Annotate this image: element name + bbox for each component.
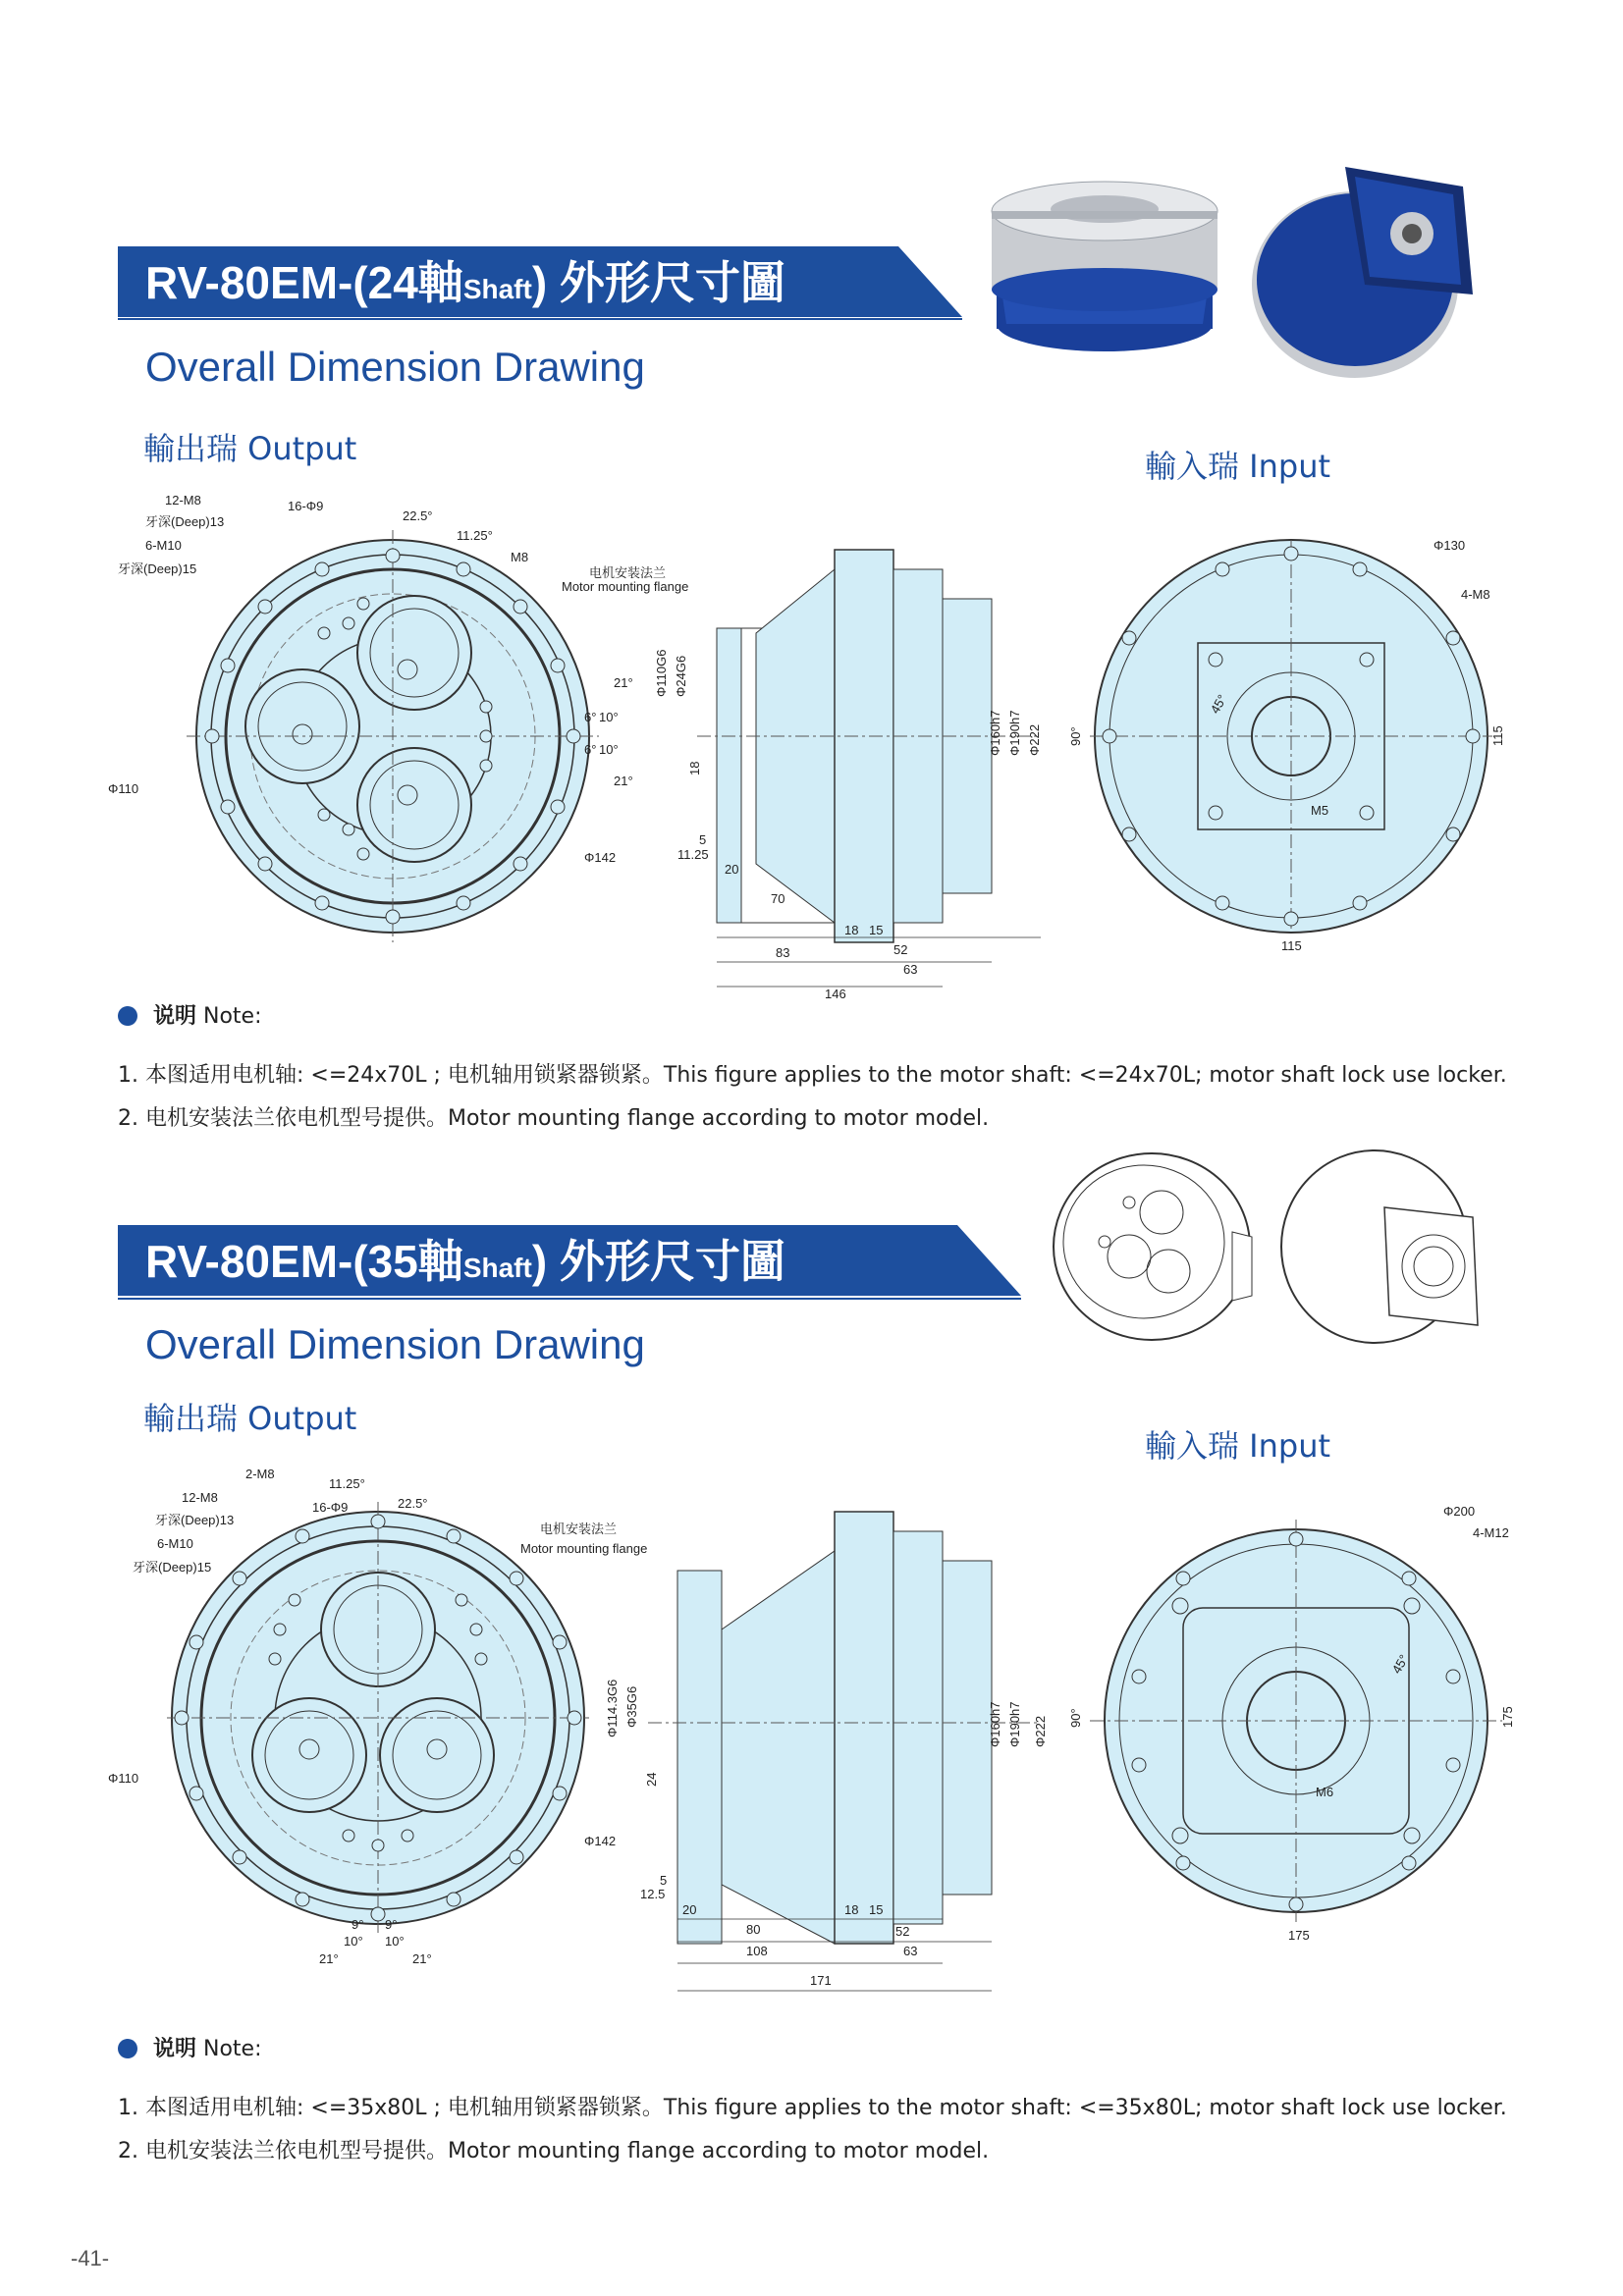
label: Φ190h7	[1007, 710, 1022, 756]
label: 12-M8	[182, 1490, 218, 1505]
label: 90°	[1068, 726, 1083, 746]
section2-note-1: 1. 本图适用电机轴: <=35x80L ; 电机轴用锁紧器锁紧。This figure applies to the motor shaft: <=35x80L; motor shaft lock use locker.	[118, 2096, 1507, 2120]
section1-banner	[118, 246, 962, 320]
section2-note-heading: 说明 Note:	[118, 2032, 262, 2062]
product-photo-reducer-back	[1237, 147, 1483, 383]
section1-note-1: 1. 本图适用电机轴: <=24x70L ; 电机轴用锁紧器锁紧。This figure applies to the motor shaft: <=24x70L; motor shaft lock use locker.	[118, 1063, 1507, 1088]
section2-side-drawing	[511, 1512, 1070, 2007]
label: 6°	[584, 710, 597, 724]
label: 4-M8	[1461, 587, 1490, 602]
label: 175	[1288, 1928, 1310, 1943]
label: 52	[895, 1924, 910, 1939]
label: 16-Φ9	[312, 1500, 349, 1515]
label: Φ160h7	[988, 710, 1002, 756]
label: Φ110G6	[654, 649, 669, 697]
label: 5	[660, 1873, 668, 1888]
label: 63	[903, 1944, 918, 1958]
label: 21°	[412, 1951, 432, 1966]
section1-subtitle: Overall Dimension Drawing	[145, 344, 645, 390]
label: 63	[903, 962, 918, 977]
label: 电机安装法兰	[589, 565, 667, 580]
label: Φ142	[584, 1834, 617, 1848]
label: 16-Φ9	[288, 499, 324, 513]
label: 18	[687, 761, 702, 775]
label: 2-M8	[245, 1467, 275, 1481]
bullet-icon	[118, 2039, 137, 2058]
label: 21°	[614, 675, 633, 690]
label: Motor mounting flange	[562, 579, 689, 594]
label: 牙深(Deep)13	[145, 514, 225, 529]
label: 11.25°	[457, 528, 493, 543]
section1-side-drawing	[550, 550, 1070, 1016]
label: 9°	[352, 1917, 364, 1932]
label: Φ160h7	[988, 1701, 1002, 1747]
label: 115	[1490, 725, 1505, 746]
label: 15	[869, 923, 884, 937]
label: 108	[746, 1944, 768, 1958]
label: 22.5°	[398, 1496, 428, 1511]
label: 牙深(Deep)15	[118, 561, 197, 576]
label: 12-M8	[165, 493, 201, 507]
label: 80	[746, 1922, 761, 1937]
banner-title: RV-80EM-(24軸Shaft) 外形尺寸圖	[145, 257, 785, 308]
label: 电机安装法兰	[540, 1522, 618, 1536]
label: 52	[893, 942, 908, 957]
label: 6°	[584, 742, 597, 757]
section2-input-label: 輸入瑞 Input	[1145, 1427, 1331, 1465]
label: 20	[725, 862, 739, 877]
section1-input-drawing	[1070, 530, 1522, 967]
label: 70	[771, 891, 785, 906]
bullet-icon	[118, 1006, 137, 1026]
section1-output-label: 輸出瑞 Output	[143, 430, 357, 467]
label: 83	[776, 945, 790, 960]
product-lineart-back	[1276, 1139, 1502, 1360]
label: Φ24G6	[674, 655, 688, 697]
product-lineart-front	[1046, 1144, 1262, 1355]
section1-note-2: 2. 电机安装法兰依电机型号提供。Motor mounting flange according to motor model.	[118, 1106, 990, 1131]
label: 90°	[1068, 1708, 1083, 1728]
banner-title: RV-80EM-(35軸Shaft) 外形尺寸圖	[145, 1236, 785, 1287]
label: M5	[1311, 803, 1329, 818]
section2-output-label: 輸出瑞 Output	[143, 1400, 357, 1437]
label: 18	[844, 923, 859, 937]
label: M6	[1316, 1785, 1334, 1799]
label: 22.5°	[403, 508, 433, 523]
label: 5	[699, 832, 707, 847]
label: Φ222	[1027, 723, 1042, 756]
product-photo-reducer-front	[977, 152, 1232, 363]
label: 175	[1500, 1706, 1515, 1728]
label: Φ190h7	[1007, 1701, 1022, 1747]
label: 6-M10	[145, 538, 182, 553]
label: Φ222	[1033, 1715, 1048, 1747]
label: 牙深(Deep)13	[155, 1513, 235, 1527]
label: 6-M10	[157, 1536, 193, 1551]
section2-subtitle: Overall Dimension Drawing	[145, 1321, 645, 1367]
label: 牙深(Deep)15	[133, 1560, 212, 1575]
label: 11.25°	[329, 1476, 365, 1491]
label: 45°	[1207, 691, 1230, 717]
label: M8	[511, 550, 529, 564]
label: 10°	[599, 710, 619, 724]
label: 24	[644, 1772, 659, 1787]
label: 11.25	[677, 847, 709, 862]
label: 21°	[319, 1951, 339, 1966]
label: 18	[844, 1902, 859, 1917]
label: 45°	[1388, 1651, 1412, 1677]
label: Φ110	[108, 1771, 139, 1786]
section2-note-2: 2. 电机安装法兰依电机型号提供。Motor mounting flange according to motor model.	[118, 2139, 990, 2163]
label: Φ110	[108, 781, 139, 796]
section1-note-heading: 说明 Note:	[118, 999, 262, 1030]
label: Φ200	[1443, 1504, 1476, 1519]
label: 115	[1281, 938, 1302, 953]
label: 4-M12	[1473, 1525, 1509, 1540]
label: Φ130	[1434, 538, 1466, 553]
section1-input-label: 輸入瑞 Input	[1145, 448, 1331, 485]
label: 20	[682, 1902, 697, 1917]
label: 10°	[344, 1934, 363, 1949]
label: 15	[869, 1902, 884, 1917]
label: 10°	[385, 1934, 405, 1949]
label: 171	[810, 1973, 832, 1988]
label: Motor mounting flange	[520, 1541, 648, 1556]
label: 10°	[599, 742, 619, 757]
label: 9°	[385, 1917, 398, 1932]
label: 12.5	[640, 1887, 666, 1901]
section2-input-drawing	[1070, 1500, 1522, 1956]
label: 146	[825, 987, 846, 1001]
page-number: -41-	[71, 2246, 110, 2270]
label: Φ114.3G6	[605, 1679, 620, 1737]
label: 21°	[614, 774, 633, 788]
label: Φ142	[584, 850, 617, 865]
label: Φ35G6	[624, 1685, 639, 1728]
